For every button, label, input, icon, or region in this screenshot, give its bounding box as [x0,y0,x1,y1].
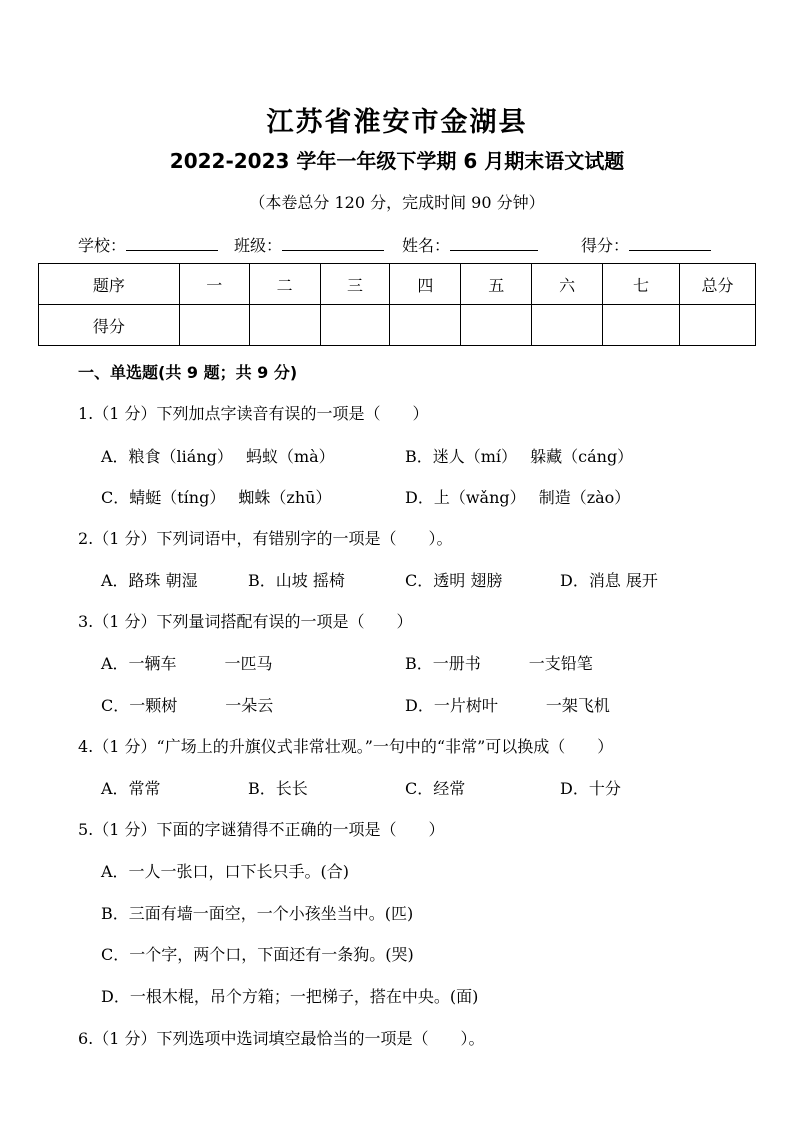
option-b[interactable]: B．迷人（mí） 躲藏（cáng） [405,447,634,466]
score-table-header-cell: 三 [320,264,390,305]
exam-title: 2022-2023 学年一年级下学期 6 月期末语文试题 [169,149,625,173]
option-c[interactable]: C．蜻蜓（tíng） 蜘蛛（zhū） [101,488,332,507]
option-b[interactable]: B．长长 [248,779,308,798]
score-cell[interactable] [532,305,603,346]
score-table [38,263,756,346]
score-table-header-cell: 四 [390,264,461,305]
option-b[interactable]: B．山坡 摇椅 [248,571,345,590]
question-stem: 3.（1 分）下列量词搭配有误的一项是（ ） [78,612,413,631]
option-d[interactable]: D．一片树叶 一架飞机 [405,696,610,715]
score-cell[interactable] [249,305,320,346]
option-a[interactable]: A．路珠 朝湿 [101,571,198,590]
option-d[interactable]: D．十分 [560,779,621,798]
option-b[interactable]: B．一册书 一支铅笔 [405,654,593,673]
score-table-header-cell: 二 [249,264,320,305]
option-c[interactable]: C．透明 翅膀 [405,571,503,590]
option-a[interactable]: A．常常 [101,779,161,798]
name-blank[interactable] [450,236,538,251]
score-table-header-cell: 七 [603,264,680,305]
name-field [402,233,538,256]
school-field [78,233,218,256]
question-stem: 6.（1 分）下列选项中选词填空最恰当的一项是（ ）。 [78,1029,485,1048]
option-a[interactable]: A．粮食（liáng） 蚂蚁（mà） [101,447,335,466]
question-stem: 4.（1 分）“广场上的升旗仪式非常壮观。”一句中的“非常”可以换成（ ） [78,737,614,756]
section-heading: 一、单选题(共 9 题；共 9 分) [78,363,298,382]
exam-note: （本卷总分 120 分，完成时间 90 分钟） [249,193,545,212]
score-table-header-cell: 六 [532,264,603,305]
score-table-header-row [39,264,756,305]
score-blank[interactable] [629,236,711,251]
option-a[interactable]: A．一辆车 一匹马 [101,654,273,673]
option-d[interactable]: D．一根木棍，吊个方箱；一把梯子，搭在中央。(面) [101,987,479,1006]
exam-region-title: 江苏省淮安市金湖县 [266,107,528,138]
score-cell[interactable] [179,305,249,346]
class-label: 班级： [234,236,283,255]
option-c[interactable]: C．一颗树 一朵云 [101,696,274,715]
score-row-label: 得分 [39,305,180,346]
class-blank[interactable] [282,236,384,251]
score-table-header-cell: 五 [461,264,532,305]
score-table-header-cell: 总分 [680,264,756,305]
school-blank[interactable] [126,236,218,251]
score-cell[interactable] [320,305,390,346]
school-label: 学校： [78,236,127,255]
score-label: 得分： [581,236,630,255]
option-b[interactable]: B．三面有墙一面空，一个小孩坐当中。(匹) [101,904,414,923]
score-cell[interactable] [390,305,461,346]
score-table-score-row [39,305,756,346]
score-field [581,233,711,256]
class-field [234,233,384,256]
question-stem: 1.（1 分）下列加点字读音有误的一项是（ ） [78,404,429,423]
score-table-header-cell: 一 [179,264,249,305]
score-cell[interactable] [461,305,532,346]
option-d[interactable]: D．上（wǎng） 制造（zào） [405,488,631,507]
option-d[interactable]: D．消息 展开 [560,571,658,590]
question-stem: 2.（1 分）下列词语中，有错别字的一项是（ ）。 [78,529,453,548]
option-c[interactable]: C．一个字，两个口，下面还有一条狗。(哭) [101,945,414,964]
question-stem: 5.（1 分）下面的字谜猜得不正确的一项是（ ） [78,820,445,839]
score-cell[interactable] [680,305,756,346]
score-table-header-cell: 题序 [39,264,180,305]
student-info-row [78,233,738,255]
option-c[interactable]: C．经常 [405,779,466,798]
option-a[interactable]: A．一人一张口，口下长只手。(合) [101,862,350,881]
name-label: 姓名： [402,236,451,255]
score-cell[interactable] [603,305,680,346]
